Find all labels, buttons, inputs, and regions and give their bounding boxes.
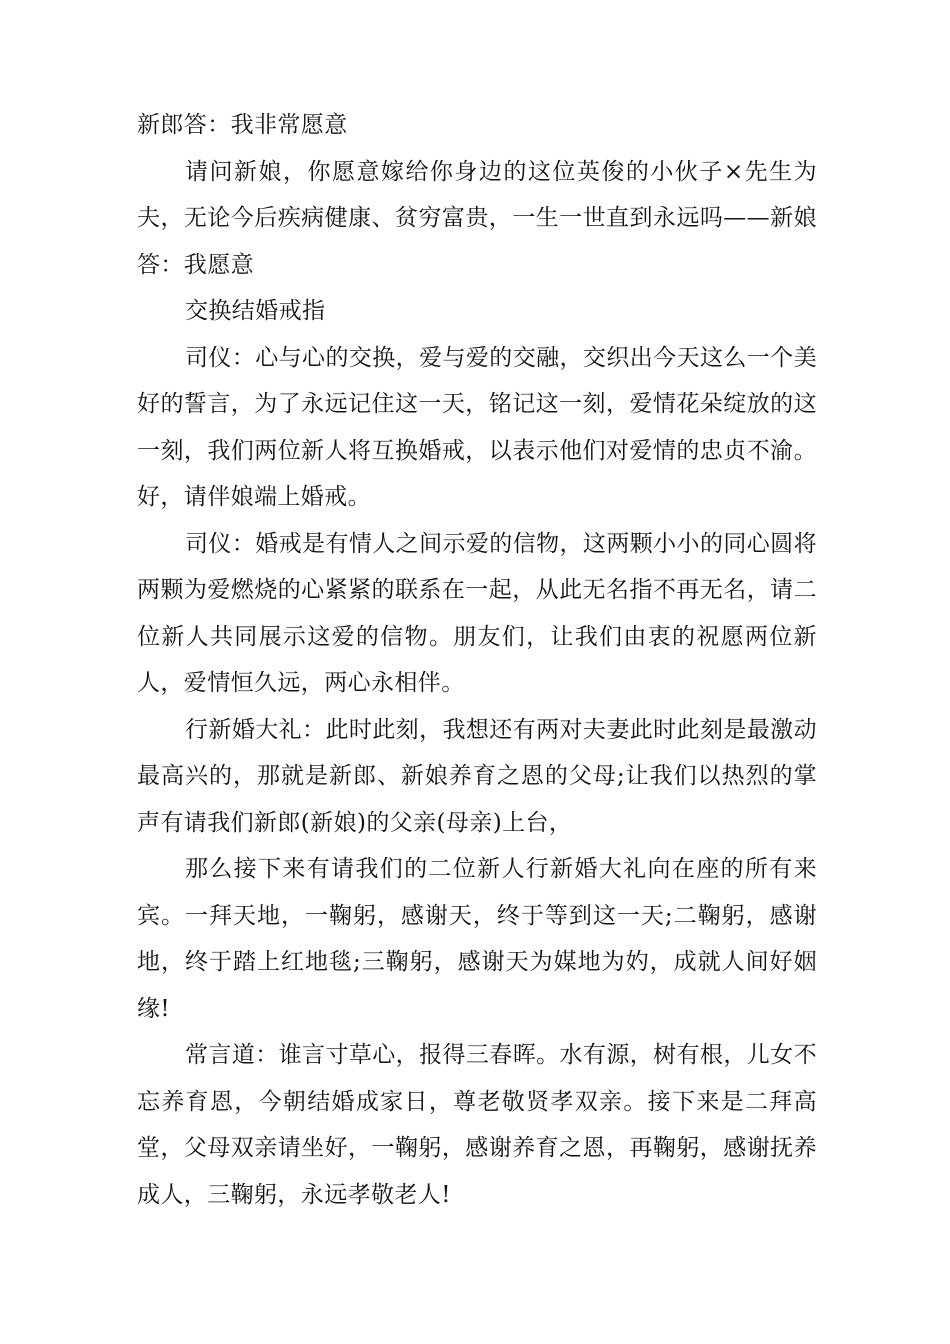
paragraph-bows: 那么接下来有请我们的二位新人行新婚大礼向在座的所有来宾。一拜天地，一鞠躬，感谢天，终于等到这一天;二鞠躬，感谢地，终于踏上红地毯;三鞠躬，感谢天为媒地为妁，成就人间好姻缘!	[137, 856, 817, 1022]
paragraph-host-exchange: 司仪：心与心的交换，爱与爱的交融，交织出今天这么一个美好的誓言，为了永远记住这一天，铭记这一刻，爱情花朵绽放的这一刻，我们两位新人将互换婚戒，以表示他们对爱情的忠贞不渝。好，请伴娘端上婚戒。	[137, 344, 817, 510]
paragraph-bride-vow: 请问新娘，你愿意嫁给你身边的这位英俊的小伙子×先生为夫，无论今后疾病健康、贫穷富贵，一生一世直到永远吗——新娘答：我愿意	[137, 158, 817, 278]
paragraph-host-rings: 司仪：婚戒是有情人之间示爱的信物，这两颗小小的同心圆将两颗为爱燃烧的心紧紧的联系在一起，从此无名指不再无名，请二位新人共同展示这爱的信物。朋友们，让我们由衷的祝愿两位新人，爱情恒久远，两心永相伴。	[137, 530, 817, 696]
paragraph-wedding-ceremony: 行新婚大礼：此时此刻，我想还有两对夫妻此时此刻是最激动最高兴的，那就是新郎、新娘养育之恩的父母;让我们以热烈的掌声有请我们新郎(新娘)的父亲(母亲)上台，	[137, 716, 817, 836]
paragraph-groom-answer: 新郎答：我非常愿意	[137, 112, 348, 138]
paragraph-parents-honor: 常言道：谁言寸草心，报得三春晖。水有源，树有根，儿女不忘养育恩，今朝结婚成家日，尊老敬贤孝双亲。接下来是二拜高堂，父母双亲请坐好，一鞠躬，感谢养育之恩，再鞠躬，感谢抚养成人，三鞠躬，永远孝敬老人!	[137, 1042, 817, 1208]
document-page	[137, 102, 817, 1218]
paragraph-ring-exchange-heading: 交换结婚戒指	[185, 298, 326, 324]
